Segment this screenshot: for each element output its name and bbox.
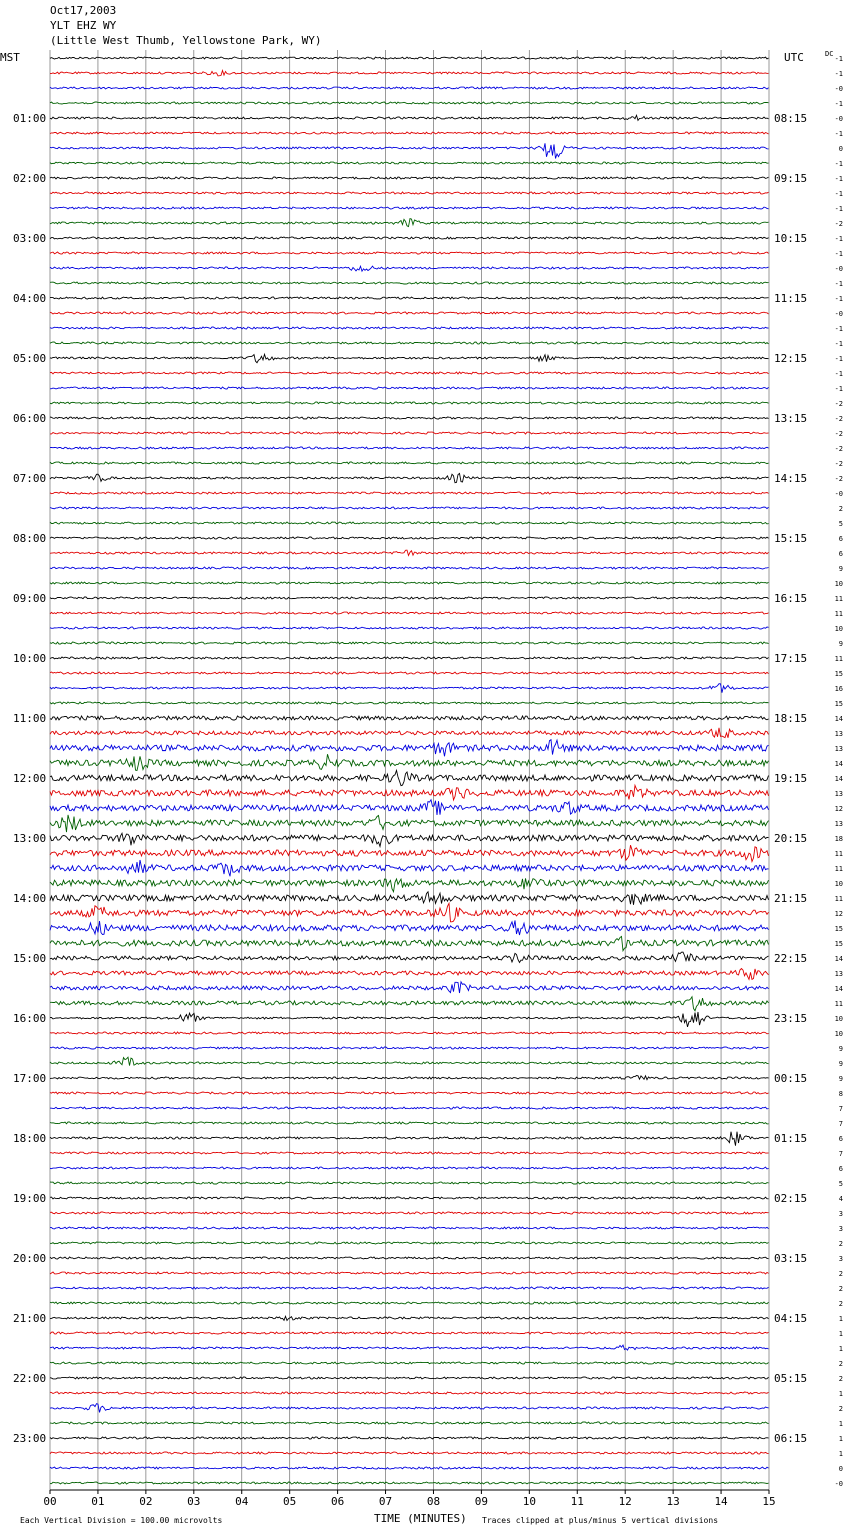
utc-hour-label: 23:15 bbox=[774, 1012, 808, 1025]
trace-row bbox=[50, 1302, 769, 1304]
dc-offset-label: 0 bbox=[838, 145, 843, 153]
trace-row bbox=[50, 936, 769, 950]
dc-offset-label: 10 bbox=[834, 1015, 843, 1023]
trace-row bbox=[50, 354, 769, 362]
trace-row bbox=[50, 1362, 769, 1364]
trace-row bbox=[50, 672, 769, 674]
mst-hour-label: 23:00 bbox=[13, 1432, 47, 1445]
trace-row bbox=[50, 387, 769, 389]
dc-offset-label: -1 bbox=[834, 385, 843, 393]
dc-offset-label: 14 bbox=[834, 985, 843, 993]
trace-row bbox=[50, 1316, 769, 1320]
dc-offset-label: 2 bbox=[838, 1270, 843, 1278]
dc-offset-label: 1 bbox=[838, 1330, 843, 1338]
dc-offset-label: 1 bbox=[838, 1450, 843, 1458]
utc-hour-labels bbox=[774, 112, 807, 1445]
trace-row bbox=[50, 1047, 769, 1049]
trace-row bbox=[50, 71, 769, 76]
utc-hour-label: 19:15 bbox=[774, 772, 808, 785]
x-tick-label: 09 bbox=[474, 1495, 489, 1508]
utc-hour-label: 04:15 bbox=[774, 1312, 808, 1325]
trace-row bbox=[50, 1132, 769, 1146]
trace-row bbox=[50, 1182, 769, 1184]
dc-column-header: DC bbox=[825, 50, 834, 58]
dc-offset-label: 14 bbox=[834, 775, 843, 783]
trace-row bbox=[50, 402, 769, 404]
dc-offset-label: 9 bbox=[838, 640, 843, 648]
dc-offset-label: 12 bbox=[834, 805, 843, 813]
utc-hour-label: 08:15 bbox=[774, 112, 808, 125]
dc-offset-label: 8 bbox=[838, 1090, 843, 1098]
trace-row bbox=[50, 522, 769, 524]
dc-offset-label: 11 bbox=[834, 1000, 843, 1008]
trace-row bbox=[50, 207, 769, 209]
dc-offset-label: 7 bbox=[838, 1150, 843, 1158]
dc-offset-label: 11 bbox=[834, 655, 843, 663]
trace-row bbox=[50, 266, 769, 271]
x-tick-label: 14 bbox=[714, 1495, 728, 1508]
x-tick-label: 00 bbox=[43, 1495, 57, 1508]
dc-offset-label: 2 bbox=[838, 1240, 843, 1248]
dc-offset-labels bbox=[835, 55, 843, 1488]
dc-offset-label: 1 bbox=[838, 1435, 843, 1443]
x-axis-label: TIME (MINUTES) bbox=[374, 1512, 467, 1525]
right-timezone-label: UTC bbox=[784, 51, 804, 64]
trace-row bbox=[50, 1467, 769, 1469]
x-tick-label: 02 bbox=[139, 1495, 153, 1508]
mst-hour-labels bbox=[13, 112, 46, 1445]
trace-row bbox=[50, 447, 769, 449]
utc-hour-label: 17:15 bbox=[774, 652, 808, 665]
dc-offset-label: -1 bbox=[834, 100, 843, 108]
scale-note: Each Vertical Division = 100.00 microvolts bbox=[20, 1516, 223, 1525]
dc-offset-label: 11 bbox=[834, 610, 843, 618]
trace-row bbox=[50, 997, 769, 1011]
trace-row bbox=[50, 192, 769, 194]
dc-offset-label: -1 bbox=[834, 160, 843, 168]
dc-offset-label: 18 bbox=[834, 835, 843, 843]
dc-offset-label: 15 bbox=[834, 925, 843, 933]
mst-hour-label: 06:00 bbox=[13, 412, 47, 425]
minute-grid bbox=[50, 50, 769, 1490]
utc-hour-label: 03:15 bbox=[774, 1252, 808, 1265]
dc-offset-label: -1 bbox=[834, 130, 843, 138]
mst-hour-label: 10:00 bbox=[13, 652, 47, 665]
trace-row bbox=[50, 143, 769, 158]
dc-offset-label: -1 bbox=[834, 280, 843, 288]
dc-offset-label: 9 bbox=[838, 1075, 843, 1083]
trace-row bbox=[50, 1242, 769, 1244]
trace-row bbox=[50, 920, 769, 935]
dc-offset-label: 5 bbox=[838, 1180, 843, 1188]
x-tick-label: 06 bbox=[330, 1495, 345, 1508]
trace-row bbox=[50, 1092, 769, 1094]
dc-offset-label: 2 bbox=[838, 505, 843, 513]
dc-offset-label: 13 bbox=[834, 730, 843, 738]
dc-offset-label: -1 bbox=[834, 325, 843, 333]
trace-row bbox=[50, 1057, 769, 1065]
dc-offset-label: 9 bbox=[838, 1045, 843, 1053]
trace-row bbox=[50, 702, 769, 704]
dc-offset-label: -2 bbox=[834, 220, 843, 228]
trace-row bbox=[50, 473, 769, 482]
dc-offset-label: -2 bbox=[834, 460, 843, 468]
trace-row bbox=[50, 785, 769, 800]
trace-row bbox=[50, 845, 769, 861]
x-tick-label: 04 bbox=[235, 1495, 249, 1508]
dc-offset-label: 7 bbox=[838, 1120, 843, 1128]
trace-row bbox=[50, 342, 769, 344]
dc-offset-label: 10 bbox=[834, 625, 843, 633]
dc-offset-label: 2 bbox=[838, 1285, 843, 1293]
trace-row bbox=[50, 627, 769, 629]
trace-row bbox=[50, 462, 769, 464]
dc-offset-label: 4 bbox=[838, 1195, 843, 1203]
mst-hour-label: 15:00 bbox=[13, 952, 47, 965]
dc-offset-label: 6 bbox=[838, 550, 843, 558]
trace-row bbox=[50, 642, 769, 644]
dc-offset-label: 10 bbox=[834, 580, 843, 588]
dc-offset-label: -2 bbox=[834, 400, 843, 408]
trace-row bbox=[50, 282, 769, 284]
x-axis-ticks bbox=[43, 1490, 775, 1508]
trace-row bbox=[50, 1377, 769, 1379]
utc-hour-label: 09:15 bbox=[774, 172, 808, 185]
utc-hour-label: 21:15 bbox=[774, 892, 808, 905]
dc-offset-label: -1 bbox=[834, 205, 843, 213]
dc-offset-label: -2 bbox=[834, 475, 843, 483]
trace-row bbox=[50, 1422, 769, 1424]
x-tick-label: 07 bbox=[378, 1495, 393, 1508]
dc-offset-label: 15 bbox=[834, 670, 843, 678]
dc-offset-label: 5 bbox=[838, 520, 843, 528]
dc-offset-label: 1 bbox=[838, 1390, 843, 1398]
mst-hour-label: 03:00 bbox=[13, 232, 47, 245]
dc-offset-label: -0 bbox=[834, 1480, 843, 1488]
x-tick-label: 15 bbox=[762, 1495, 776, 1508]
trace-row bbox=[50, 612, 769, 614]
dc-offset-label: 6 bbox=[838, 535, 843, 543]
trace-row bbox=[50, 982, 769, 993]
dc-offset-label: 1 bbox=[838, 1345, 843, 1353]
trace-row bbox=[50, 57, 769, 59]
utc-hour-label: 12:15 bbox=[774, 352, 808, 365]
dc-offset-label: 1 bbox=[838, 1420, 843, 1428]
dc-offset-label: 12 bbox=[834, 910, 843, 918]
trace-row bbox=[50, 1392, 769, 1394]
x-tick-label: 12 bbox=[618, 1495, 632, 1508]
header-date: Oct17,2003 bbox=[50, 4, 117, 17]
trace-row bbox=[50, 657, 769, 659]
dc-offset-label: 16 bbox=[834, 685, 843, 693]
x-tick-label: 05 bbox=[283, 1495, 297, 1508]
utc-hour-label: 16:15 bbox=[774, 592, 808, 605]
trace-row bbox=[50, 1107, 769, 1109]
trace-row bbox=[50, 492, 769, 494]
trace-row bbox=[50, 372, 769, 374]
dc-offset-label: 14 bbox=[834, 760, 843, 768]
trace-row bbox=[50, 1122, 769, 1124]
seismic-traces bbox=[50, 57, 769, 1484]
trace-row bbox=[50, 1287, 769, 1289]
trace-row bbox=[50, 1152, 769, 1154]
mst-hour-label: 17:00 bbox=[13, 1072, 47, 1085]
trace-row bbox=[50, 903, 769, 921]
trace-row bbox=[50, 1012, 769, 1027]
dc-offset-label: -1 bbox=[834, 370, 843, 378]
trace-row bbox=[50, 770, 769, 785]
dc-offset-label: 11 bbox=[834, 865, 843, 873]
dc-offset-label: 7 bbox=[838, 1105, 843, 1113]
dc-offset-label: 2 bbox=[838, 1375, 843, 1383]
mst-hour-label: 18:00 bbox=[13, 1132, 47, 1145]
clip-note: Traces clipped at plus/minus 5 vertical divisions bbox=[482, 1516, 719, 1525]
mst-hour-label: 19:00 bbox=[13, 1192, 47, 1205]
trace-row bbox=[50, 728, 769, 738]
trace-row bbox=[50, 860, 769, 876]
dc-offset-label: 1 bbox=[838, 1315, 843, 1323]
trace-row bbox=[50, 969, 769, 980]
utc-hour-label: 01:15 bbox=[774, 1132, 808, 1145]
mst-hour-label: 11:00 bbox=[13, 712, 47, 725]
mst-hour-label: 14:00 bbox=[13, 892, 47, 905]
dc-offset-label: -1 bbox=[834, 340, 843, 348]
trace-row bbox=[50, 1227, 769, 1229]
dc-offset-label: 14 bbox=[834, 715, 843, 723]
trace-row bbox=[50, 432, 769, 434]
x-tick-label: 13 bbox=[666, 1495, 680, 1508]
utc-hour-label: 13:15 bbox=[774, 412, 808, 425]
dc-offset-label: 13 bbox=[834, 790, 843, 798]
trace-row bbox=[50, 237, 769, 239]
trace-row bbox=[50, 327, 769, 329]
trace-row bbox=[50, 597, 769, 599]
mst-hour-label: 08:00 bbox=[13, 532, 47, 545]
trace-row bbox=[50, 1345, 769, 1350]
dc-offset-label: -2 bbox=[834, 415, 843, 423]
trace-row bbox=[50, 312, 769, 314]
header-location: (Little West Thumb, Yellowstone Park, WY) bbox=[50, 34, 322, 47]
trace-row bbox=[50, 1197, 769, 1199]
dc-offset-label: -1 bbox=[834, 70, 843, 78]
dc-offset-label: -1 bbox=[834, 175, 843, 183]
dc-offset-label: 3 bbox=[838, 1255, 843, 1263]
trace-row bbox=[50, 1076, 769, 1080]
trace-row bbox=[50, 952, 769, 962]
dc-offset-label: -0 bbox=[834, 115, 843, 123]
dc-offset-label: 11 bbox=[834, 595, 843, 603]
trace-row bbox=[50, 1482, 769, 1484]
trace-row bbox=[50, 219, 769, 227]
trace-row bbox=[50, 297, 769, 299]
utc-hour-label: 18:15 bbox=[774, 712, 808, 725]
dc-offset-label: 11 bbox=[834, 850, 843, 858]
dc-offset-label: 15 bbox=[834, 700, 843, 708]
trace-row bbox=[50, 1452, 769, 1454]
mst-hour-label: 09:00 bbox=[13, 592, 47, 605]
trace-row bbox=[50, 252, 769, 254]
x-tick-label: 11 bbox=[570, 1495, 584, 1508]
dc-offset-label: -1 bbox=[834, 295, 843, 303]
dc-offset-label: -2 bbox=[834, 445, 843, 453]
dc-offset-label: -2 bbox=[834, 430, 843, 438]
trace-row bbox=[50, 1167, 769, 1169]
dc-offset-label: 10 bbox=[834, 1030, 843, 1038]
trace-row bbox=[50, 537, 769, 539]
trace-row bbox=[50, 1212, 769, 1214]
dc-offset-label: -0 bbox=[834, 310, 843, 318]
trace-row bbox=[50, 162, 769, 164]
trace-row bbox=[50, 754, 769, 770]
x-tick-label: 03 bbox=[187, 1495, 201, 1508]
trace-row bbox=[50, 87, 769, 89]
x-tick-label: 10 bbox=[522, 1495, 536, 1508]
dc-offset-label: 9 bbox=[838, 565, 843, 573]
dc-offset-label: 2 bbox=[838, 1300, 843, 1308]
trace-row bbox=[50, 102, 769, 104]
x-tick-label: 01 bbox=[91, 1495, 105, 1508]
trace-row bbox=[50, 1272, 769, 1274]
dc-offset-label: -0 bbox=[834, 265, 843, 273]
dc-offset-label: 13 bbox=[834, 970, 843, 978]
dc-offset-label: 11 bbox=[834, 895, 843, 903]
trace-row bbox=[50, 740, 769, 757]
trace-row bbox=[50, 878, 769, 891]
utc-hour-label: 14:15 bbox=[774, 472, 808, 485]
trace-row bbox=[50, 833, 769, 846]
utc-hour-label: 00:15 bbox=[774, 1072, 808, 1085]
mst-hour-label: 13:00 bbox=[13, 832, 47, 845]
dc-offset-label: 6 bbox=[838, 1165, 843, 1173]
trace-row bbox=[50, 1437, 769, 1439]
dc-offset-label: 10 bbox=[834, 880, 843, 888]
trace-row bbox=[50, 582, 769, 584]
dc-offset-label: 3 bbox=[838, 1225, 843, 1233]
dc-offset-label: -0 bbox=[834, 490, 843, 498]
mst-hour-label: 01:00 bbox=[13, 112, 47, 125]
dc-offset-label: 9 bbox=[838, 1060, 843, 1068]
utc-hour-label: 11:15 bbox=[774, 292, 808, 305]
dc-offset-label: 13 bbox=[834, 745, 843, 753]
trace-row bbox=[50, 1404, 769, 1413]
trace-row bbox=[50, 417, 769, 419]
mst-hour-label: 20:00 bbox=[13, 1252, 47, 1265]
dc-offset-label: -1 bbox=[834, 250, 843, 258]
utc-hour-label: 06:15 bbox=[774, 1432, 808, 1445]
mst-hour-label: 05:00 bbox=[13, 352, 47, 365]
utc-hour-label: 20:15 bbox=[774, 832, 808, 845]
dc-offset-label: 6 bbox=[838, 1135, 843, 1143]
utc-hour-label: 10:15 bbox=[774, 232, 808, 245]
utc-hour-label: 15:15 bbox=[774, 532, 808, 545]
trace-row bbox=[50, 567, 769, 569]
trace-row bbox=[50, 115, 769, 120]
trace-row bbox=[50, 800, 769, 815]
trace-row bbox=[50, 892, 769, 905]
mst-hour-label: 02:00 bbox=[13, 172, 47, 185]
mst-hour-label: 21:00 bbox=[13, 1312, 47, 1325]
dc-offset-label: 13 bbox=[834, 820, 843, 828]
dc-offset-label: 2 bbox=[838, 1405, 843, 1413]
dc-offset-label: -1 bbox=[834, 55, 843, 63]
mst-hour-label: 12:00 bbox=[13, 772, 47, 785]
left-timezone-label: MST bbox=[0, 51, 20, 64]
dc-offset-label: -0 bbox=[834, 85, 843, 93]
x-tick-label: 08 bbox=[426, 1495, 441, 1508]
dc-offset-label: 0 bbox=[838, 1465, 843, 1473]
dc-offset-label: 2 bbox=[838, 1360, 843, 1368]
mst-hour-label: 22:00 bbox=[13, 1372, 47, 1385]
mst-hour-label: 04:00 bbox=[13, 292, 47, 305]
dc-offset-label: 3 bbox=[838, 1210, 843, 1218]
dc-offset-label: -1 bbox=[834, 235, 843, 243]
trace-row bbox=[50, 684, 769, 693]
mst-hour-label: 16:00 bbox=[13, 1012, 47, 1025]
trace-row bbox=[50, 550, 769, 555]
trace-row bbox=[50, 507, 769, 509]
dc-offset-label: 14 bbox=[834, 955, 843, 963]
dc-offset-label: -1 bbox=[834, 355, 843, 363]
utc-hour-label: 02:15 bbox=[774, 1192, 808, 1205]
mst-hour-label: 07:00 bbox=[13, 472, 47, 485]
trace-row bbox=[50, 815, 769, 832]
trace-row bbox=[50, 1332, 769, 1334]
utc-hour-label: 22:15 bbox=[774, 952, 808, 965]
utc-hour-label: 05:15 bbox=[774, 1372, 808, 1385]
trace-row bbox=[50, 132, 769, 134]
dc-offset-label: -1 bbox=[834, 190, 843, 198]
trace-row bbox=[50, 1032, 769, 1034]
dc-offset-label: 15 bbox=[834, 940, 843, 948]
trace-row bbox=[50, 177, 769, 179]
trace-row bbox=[50, 1257, 769, 1259]
header-station: YLT EHZ WY bbox=[50, 19, 117, 32]
trace-row bbox=[50, 716, 769, 720]
